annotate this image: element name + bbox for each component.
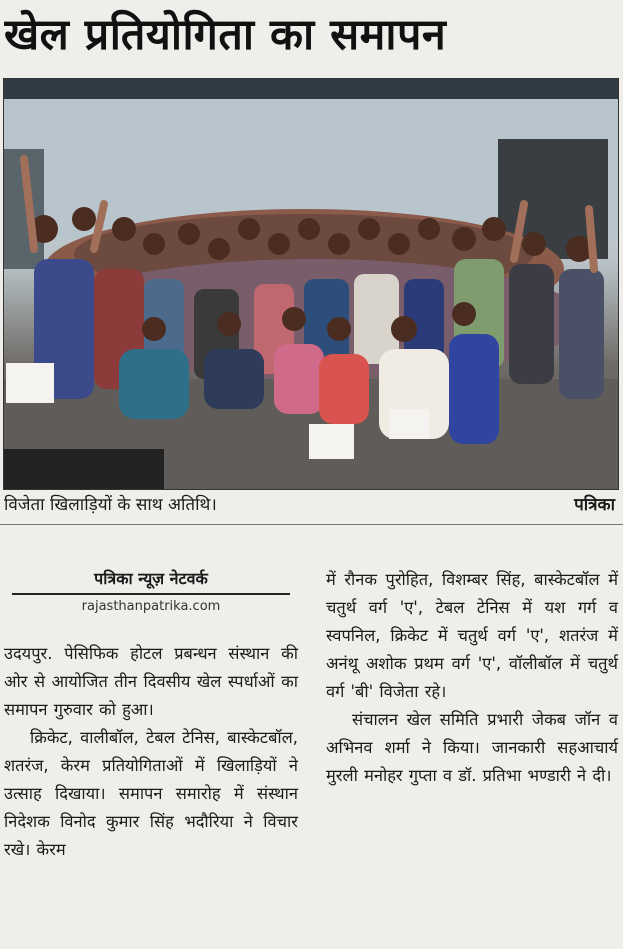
article-column-left xyxy=(4,640,298,864)
byline-rule xyxy=(12,593,290,595)
byline xyxy=(4,568,298,616)
stage-edge xyxy=(4,449,164,489)
article-paragraph: संचालन खेल समिति प्रभारी जेकब जॉन व अभिनव शर्मा ने किया। जानकारी सहआचार्य मुरली मनोहर गुप्ता व डॉ. प्रतिभा भण्डारी ने दी। xyxy=(326,710,618,785)
article-column-right xyxy=(326,566,618,790)
group-photo-illustration xyxy=(4,79,618,489)
article-paragraph: क्रिकेट, वालीबॉल, टेबल टेनिस, बास्केटबॉल, शतरंज, केरम प्रतियोगिताओं में खिलाड़ियों ने उत्साह दिखाया। समापन समारोह में संस्थान निदेशक विनोद कुमार सिंह भदौरिया ने विचार रखे। केरम xyxy=(4,728,298,859)
headline: खेल प्रतियोगिता का समापन xyxy=(4,10,447,60)
ceiling-band xyxy=(4,79,618,99)
group-photo xyxy=(3,78,619,490)
article-paragraph: में रौनक पुरोहित, विशम्बर सिंह, बास्केटबॉल में चतुर्थ वर्ग 'ए', टेबल टेनिस में यश गर्ग व स्वपनिल, क्रिकेट में चतुर्थ वर्ग 'ए', शतरंज में अनंथू अशोक प्रथम वर्ग 'ए', वॉलीबॉल में चतुर्थ वर्ग 'बी' विजेता रहे। xyxy=(326,570,618,701)
byline-bureau: पत्रिका न्यूज़ नेटवर्क xyxy=(94,569,208,588)
byline-site: rajasthanpatrika.com xyxy=(81,599,221,614)
article-paragraph: उदयपुर. पेसिफिक होटल प्रबन्धन संस्थान की ओर से आयोजित तीन दिवसीय खेल स्पर्धाओं का समापन गुरुवार को हुआ। xyxy=(4,644,298,719)
divider xyxy=(0,524,623,525)
photo-caption: विजेता खिलाड़ियों के साथ अतिथि। xyxy=(4,495,217,515)
photo-credit: पत्रिका xyxy=(574,495,615,515)
